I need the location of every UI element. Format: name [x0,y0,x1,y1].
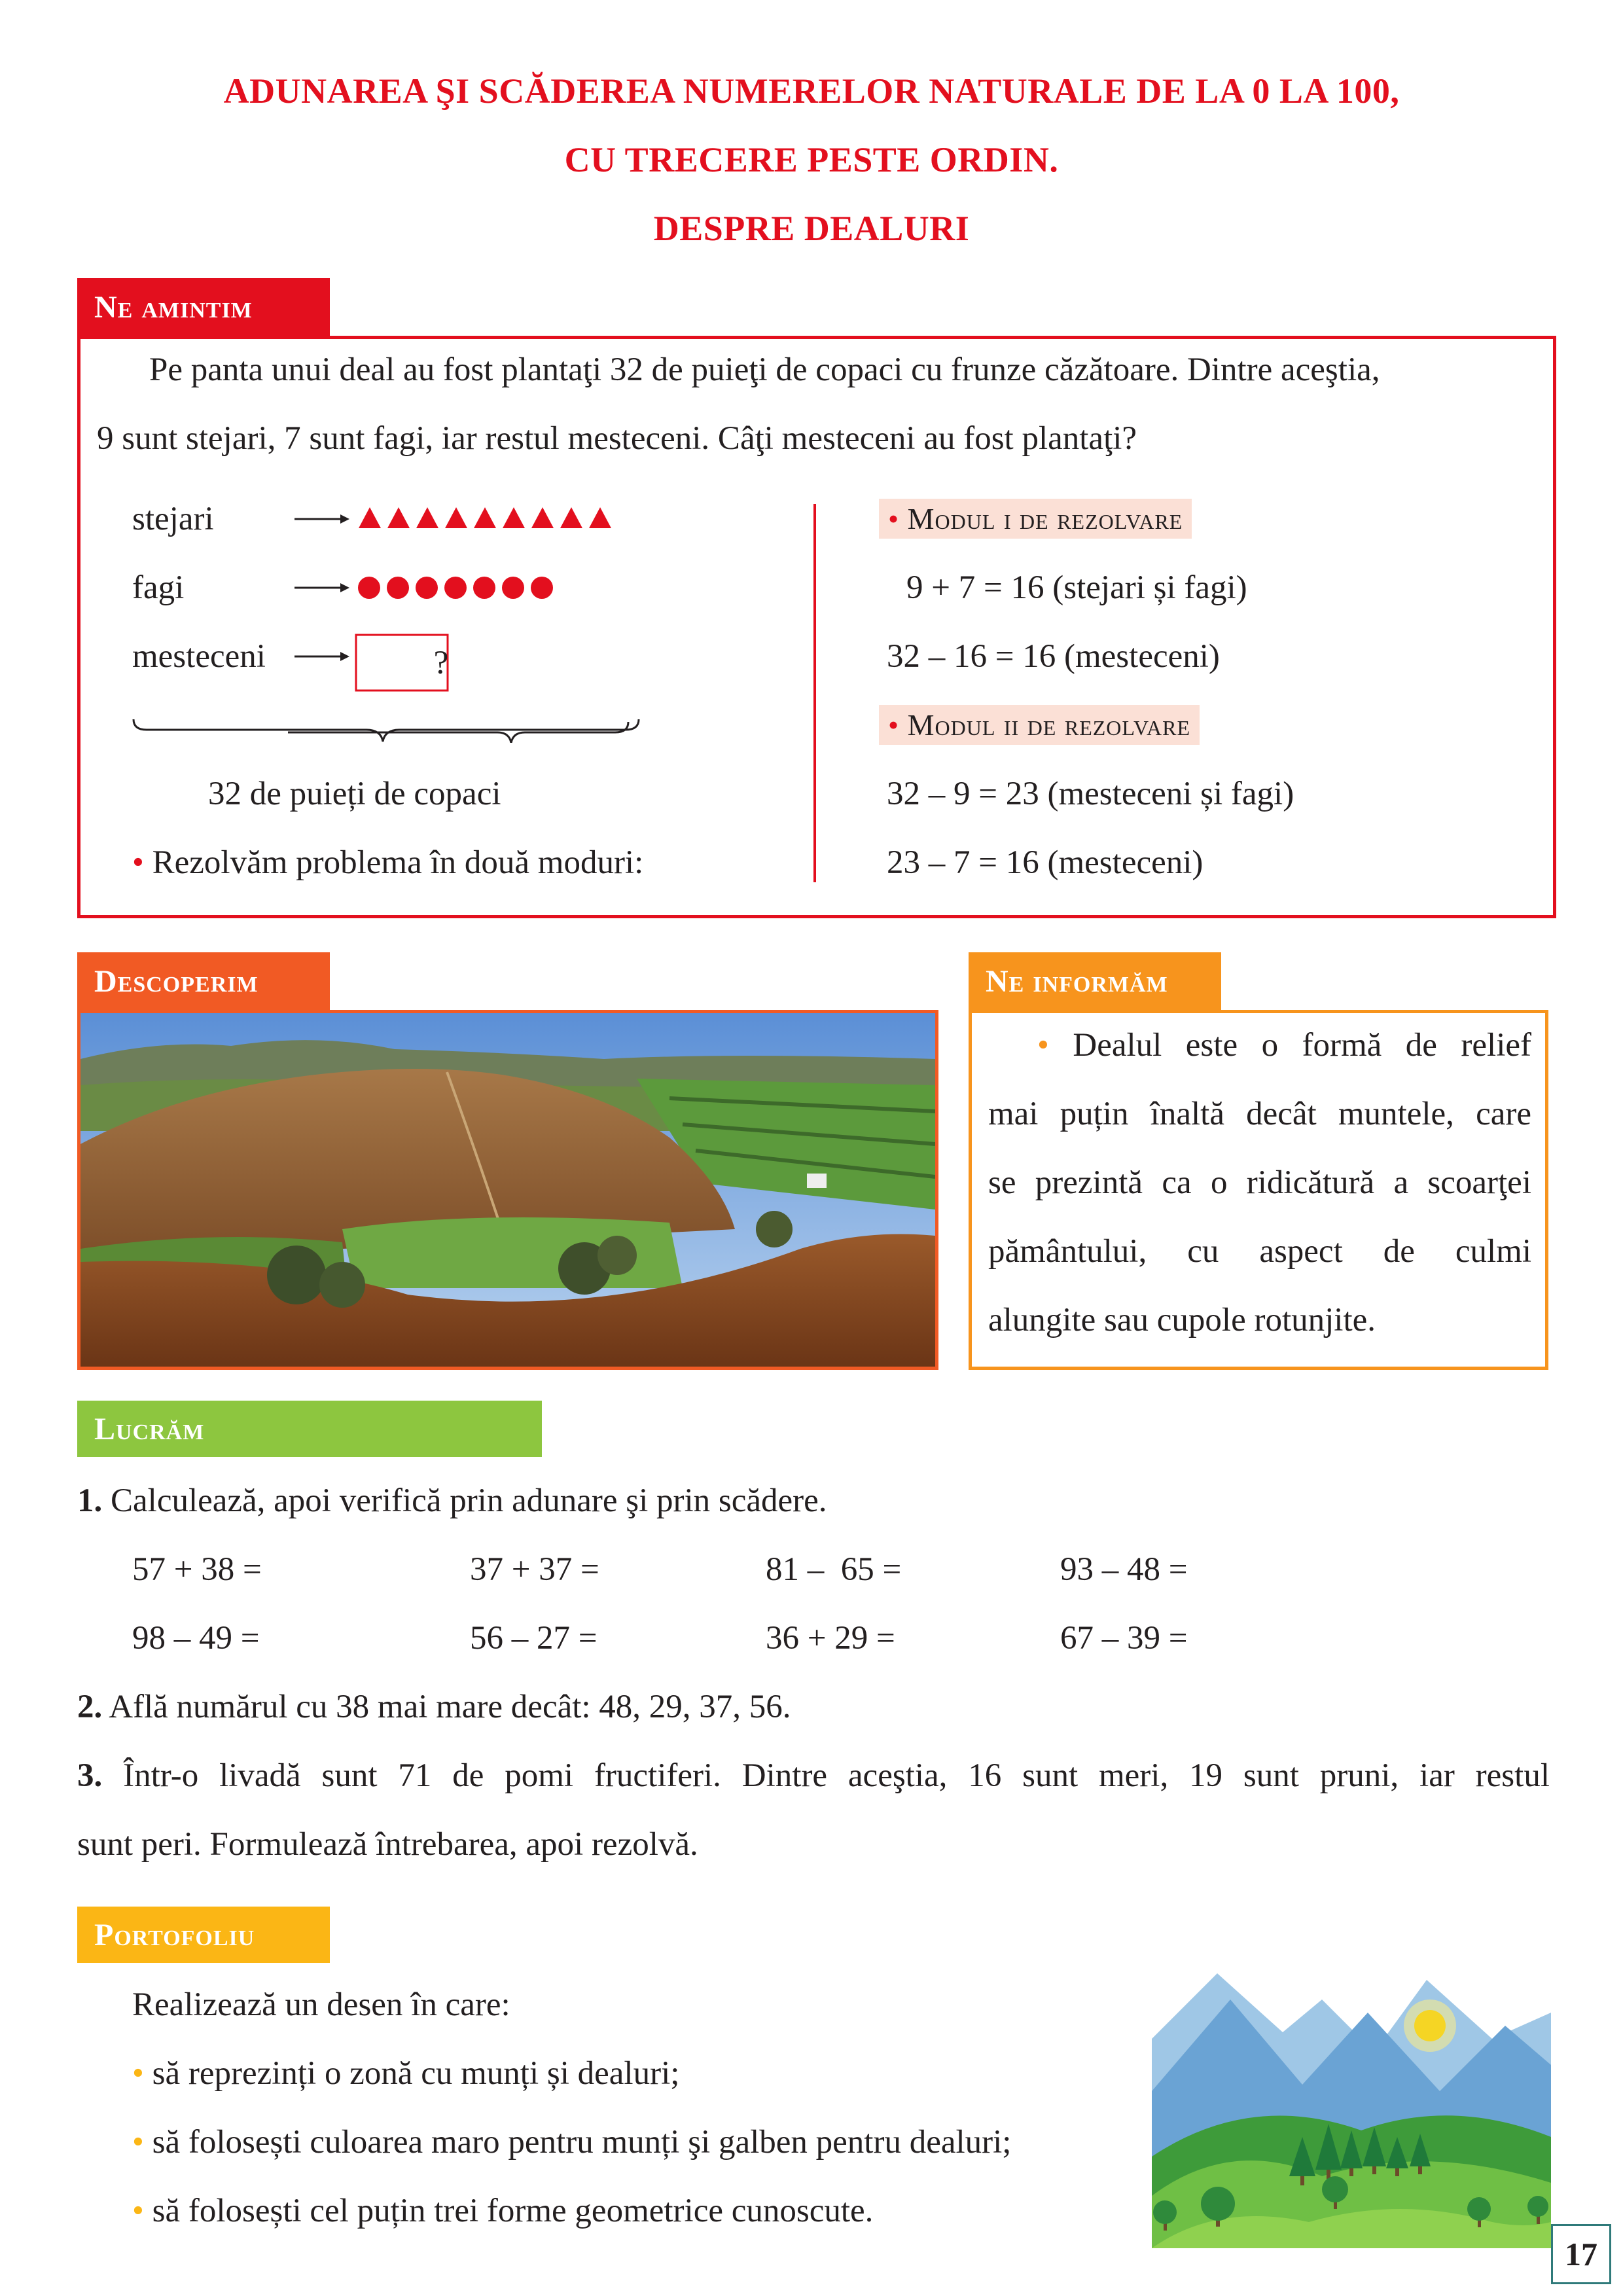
info-line-3: se prezintă ca o ridicătură a scoarţei [988,1164,1531,1201]
problem-line-2: 9 sunt stejari, 7 sunt fagi, iar restul mesteceni. Câţi mesteceni au fost plantaţi? [97,420,1137,457]
arrow-mesteceni-icon [294,652,349,661]
triangle-icon [503,507,525,528]
portofoliu-item-1 [132,2057,679,2090]
bullet-icon: • [132,844,144,881]
arrow-fagi-icon [294,583,349,592]
circle-icon [387,577,409,599]
circle-icon [502,577,524,599]
bullet-icon: • [132,2055,144,2092]
ex3-line-1 [77,1759,1550,1793]
problem-diagram [288,494,654,743]
bullet-icon: • [132,2193,144,2229]
problem-line-1: Pe panta unui deal au fost plantaţi 32 de puieţi de copaci cu frunze căzătoare. Dintre aceştia, [149,351,1380,388]
triangle-icon [445,507,467,528]
portofoliu-item-3-text: să folosești cel puțin trei forme geometrice cunoscute. [152,2193,874,2229]
divider-line [813,504,816,882]
lucram-tag: Lucrăm [77,1401,542,1457]
ne-informam-tag: Ne informăm [969,952,1221,1010]
ex1-row2-col1: 98 – 49 = [132,1620,260,1657]
info-line-5: alungite sau cupole rotunjite. [988,1302,1376,1338]
hill-landscape-image [80,1013,935,1367]
mod2-label: Modul ii de rezolvare [907,708,1190,742]
circle-icon [531,577,553,599]
label-stejari: stejari [132,501,214,537]
portofoliu-item-2 [132,2126,1011,2159]
sun-icon [1414,2010,1446,2041]
mod2-tag [879,705,1200,745]
triangle-icon [359,507,381,528]
bullet-icon: • [1037,1027,1049,1064]
triangle-icon [387,507,410,528]
ex2 [77,1691,791,1724]
mod1-tag [879,499,1192,539]
brace-label: 32 de puieți de copaci [208,776,501,812]
ex1-number: 1. [77,1482,103,1519]
ex3-number: 3. [77,1757,103,1794]
mountains-hills-illustration [1152,1960,1551,2248]
page-number: 17 [1551,2224,1611,2284]
bullet-icon: • [132,2124,144,2161]
mod1-line-2: 32 – 16 = 16 (mesteceni) [887,638,1220,675]
ex1-row2-col2: 56 – 27 = [470,1620,597,1657]
circles-fagi [358,577,553,599]
ex1 [77,1484,827,1518]
mod2-line-2: 23 – 7 = 16 (mesteceni) [887,844,1204,881]
ne-amintim-tag: Ne amintim [77,278,330,336]
triangle-icon [474,507,496,528]
hill-photo [77,1010,938,1370]
ex1-text: Calculează, apoi verifică prin adunare şi prin scădere. [111,1482,827,1519]
arrow-stejari-icon [294,514,349,524]
mod2-line-1: 32 – 9 = 23 (mesteceni și fagi) [887,776,1294,812]
ex3-line-2: sunt peri. Formulează întrebarea, apoi rezolvă. [77,1826,698,1863]
mod1-label: Modul i de rezolvare [907,502,1183,535]
page-title-line-2: CU TRECERE PESTE ORDIN. [564,140,1059,179]
triangle-icon [560,507,582,528]
circle-icon [473,577,495,599]
portofoliu-intro: Realizează un desen în care: [132,1986,510,2023]
triangle-icon [416,507,438,528]
ne-informam-text [988,1011,1531,1355]
question-mark: ? [433,645,449,681]
ex1-row1-col2: 37 + 37 = [470,1551,599,1588]
mod1-line-1: 9 + 7 = 16 (stejari și fagi) [906,569,1247,606]
info-line-4: pământului, cu aspect de culmi [988,1233,1531,1270]
solve-line-text: Rezolvăm problema în două moduri: [152,844,644,881]
triangles-stejari [359,507,611,528]
ex1-row2-col3: 36 + 29 = [766,1620,895,1657]
ex2-text: Află numărul cu 38 mai mare decât: 48, 29, 37, 56. [109,1689,791,1725]
label-mesteceni: mesteceni [132,638,266,675]
page-title-line-3: DESPRE DEALURI [653,209,970,248]
portofoliu-item-3 [132,2195,873,2228]
bullet-icon: • [888,708,900,742]
portofoliu-item-1-text: să reprezinți o zonă cu munți și dealuri; [152,2055,680,2092]
label-fagi: fagi [132,569,185,606]
portofoliu-item-2-text: să folosești culoarea maro pentru munți şi galben pentru dealuri; [152,2124,1012,2161]
ex2-number: 2. [77,1689,103,1725]
triangle-icon [531,507,554,528]
circle-icon [444,577,467,599]
bullet-icon: • [888,502,900,535]
ex1-row1-col3: 81 – 65 = [766,1551,902,1588]
curly-brace-icon [134,719,639,742]
info-line-1 [988,1011,1531,1080]
info-line-1-text: Dealul este o formă de relief [1073,1027,1532,1064]
ex1-row1-col4: 93 – 48 = [1060,1551,1188,1588]
ex1-row2-col4: 67 – 39 = [1060,1620,1188,1657]
page-title-line-1: ADUNAREA ŞI SCĂDEREA NUMERELOR NATURALE DE LA 0 LA 100, [223,71,1400,111]
info-line-2: mai puțin înaltă decât muntele, care [988,1096,1531,1132]
circle-icon [416,577,438,599]
ex3-line-1-text: Într-o livadă sunt 71 de pomi fructiferi. Dintre aceştia, 16 sunt meri, 19 sunt pruni, iar restul [123,1757,1550,1794]
triangle-icon [589,507,611,528]
descoperim-tag: Descoperim [77,952,330,1010]
solve-line [132,846,643,880]
ex1-row1-col1: 57 + 38 = [132,1551,262,1588]
circle-icon [358,577,380,599]
brace-total [131,717,641,756]
portofoliu-tag: Portofoliu [77,1907,330,1963]
